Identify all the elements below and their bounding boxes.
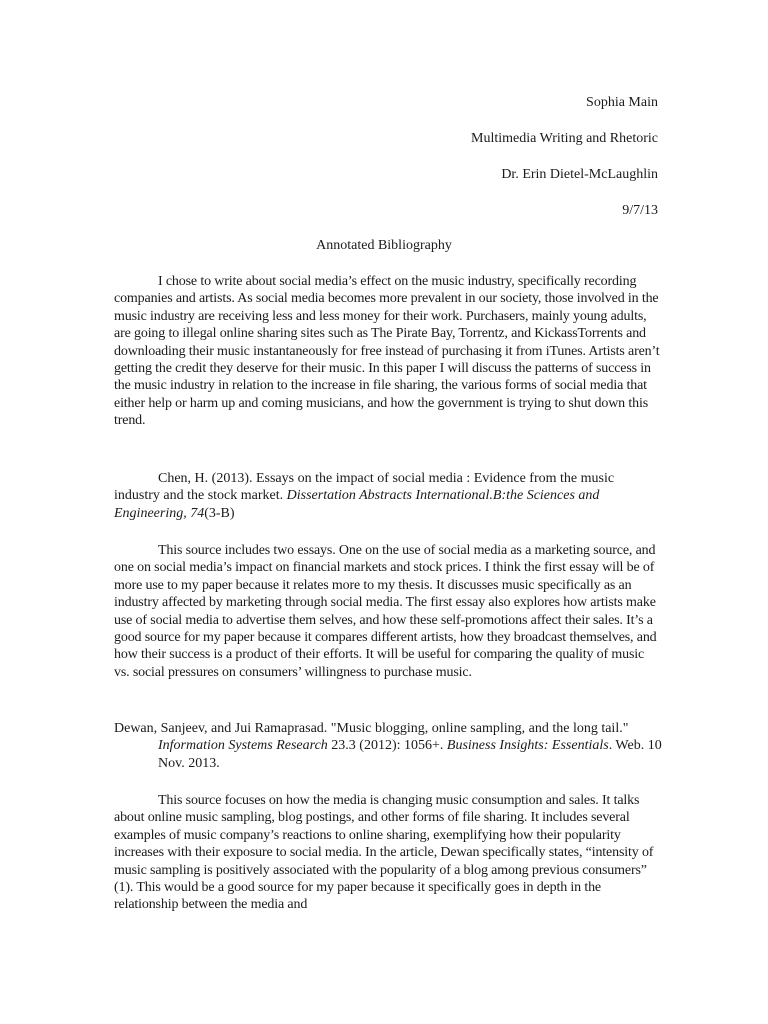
course-name: Multimedia Writing and Rhetoric [471,131,658,146]
citation-chen [114,470,662,522]
author-name: Sophia Main [586,95,658,110]
citation-dewan-text: Dewan, Sanjeev, and Jui Ramaprasad. "Music blogging, online sampling, and the long tail." [114,721,629,736]
instructor-name: Dr. Erin Dietel-McLaughlin [501,167,658,182]
annotation-dewan: This source focuses on how the media is changing music consumption and sales. It talks about online music sampling, blog postings, and other forms of file sharing. It includes several examples of music company’s reactions to online sharing, exemplifying how their popularity increases with their exposure to social media. In the article, Dewan specifically states, “intensity of music sampling is positively associated with the popularity of a blog among previous consumers” (1). This would be a good source for my paper because it specifically goes in depth in the relationship between the media and [114,793,654,913]
citation-chen-journal: Dissertation Abstracts International.B:the Sciences and Engineering, 74 [114,488,600,521]
citation-dewan-database: Business Insights: Essentials [446,738,609,754]
document-date: 9/7/13 [622,203,658,218]
annotation-chen: This source includes two essays. One on the use of social media as a marketing source, and one on social media’s impact on financial markets and stock prices. I think the first essay will be of more use to my paper because it relates more to my thesis. It discusses music specifically as an industry affected by marketing through social media. The first essay also explores how artists make use of social media to advertise them selves, and how these self-promotions affect their sales. It’s a good source for my paper because it compares different artists, how they broadcast themselves, and how their success is a product of their efforts. It will be useful for comparing the quality of music vs. social pressures on consumers’ willingness to purchase music. [114,543,657,680]
citation-dewan-journal: Information Systems Research [158,738,328,754]
document-title: Annotated Bibliography [316,238,452,253]
intro-paragraph: I chose to write about social media’s effect on the music industry, specifically recording companies and artists. As social media becomes more prevalent in our society, those involved in the music industry are receiving less and less money for their work. Purchasers, mainly young adults, are going to illegal online sharing sites such as The Pirate Bay, Torrentz, and KickassTorrents and downloading their music instantaneously for free instead of purchasing it from iTunes. Artists aren’t getting the credit they deserve for their music. In this paper I will discuss the patterns of success in the music industry in relation to the increase in file sharing, the various forms of social media that either help or harm up and coming musicians, and how the government is trying to shut down this trend. [114,274,660,429]
citation-chen-text: Chen, H. (2013). Essays on the impact of social media : Evidence from the music industry and the stock market. [114,471,615,504]
citation-dewan-volume: 23.3 (2012): 1056+. [327,738,447,754]
citation-dewan [114,720,662,772]
citation-dewan-access: . Web. 10 Nov. 2013. [158,738,662,771]
citation-chen-issue: (3-B) [204,505,235,521]
